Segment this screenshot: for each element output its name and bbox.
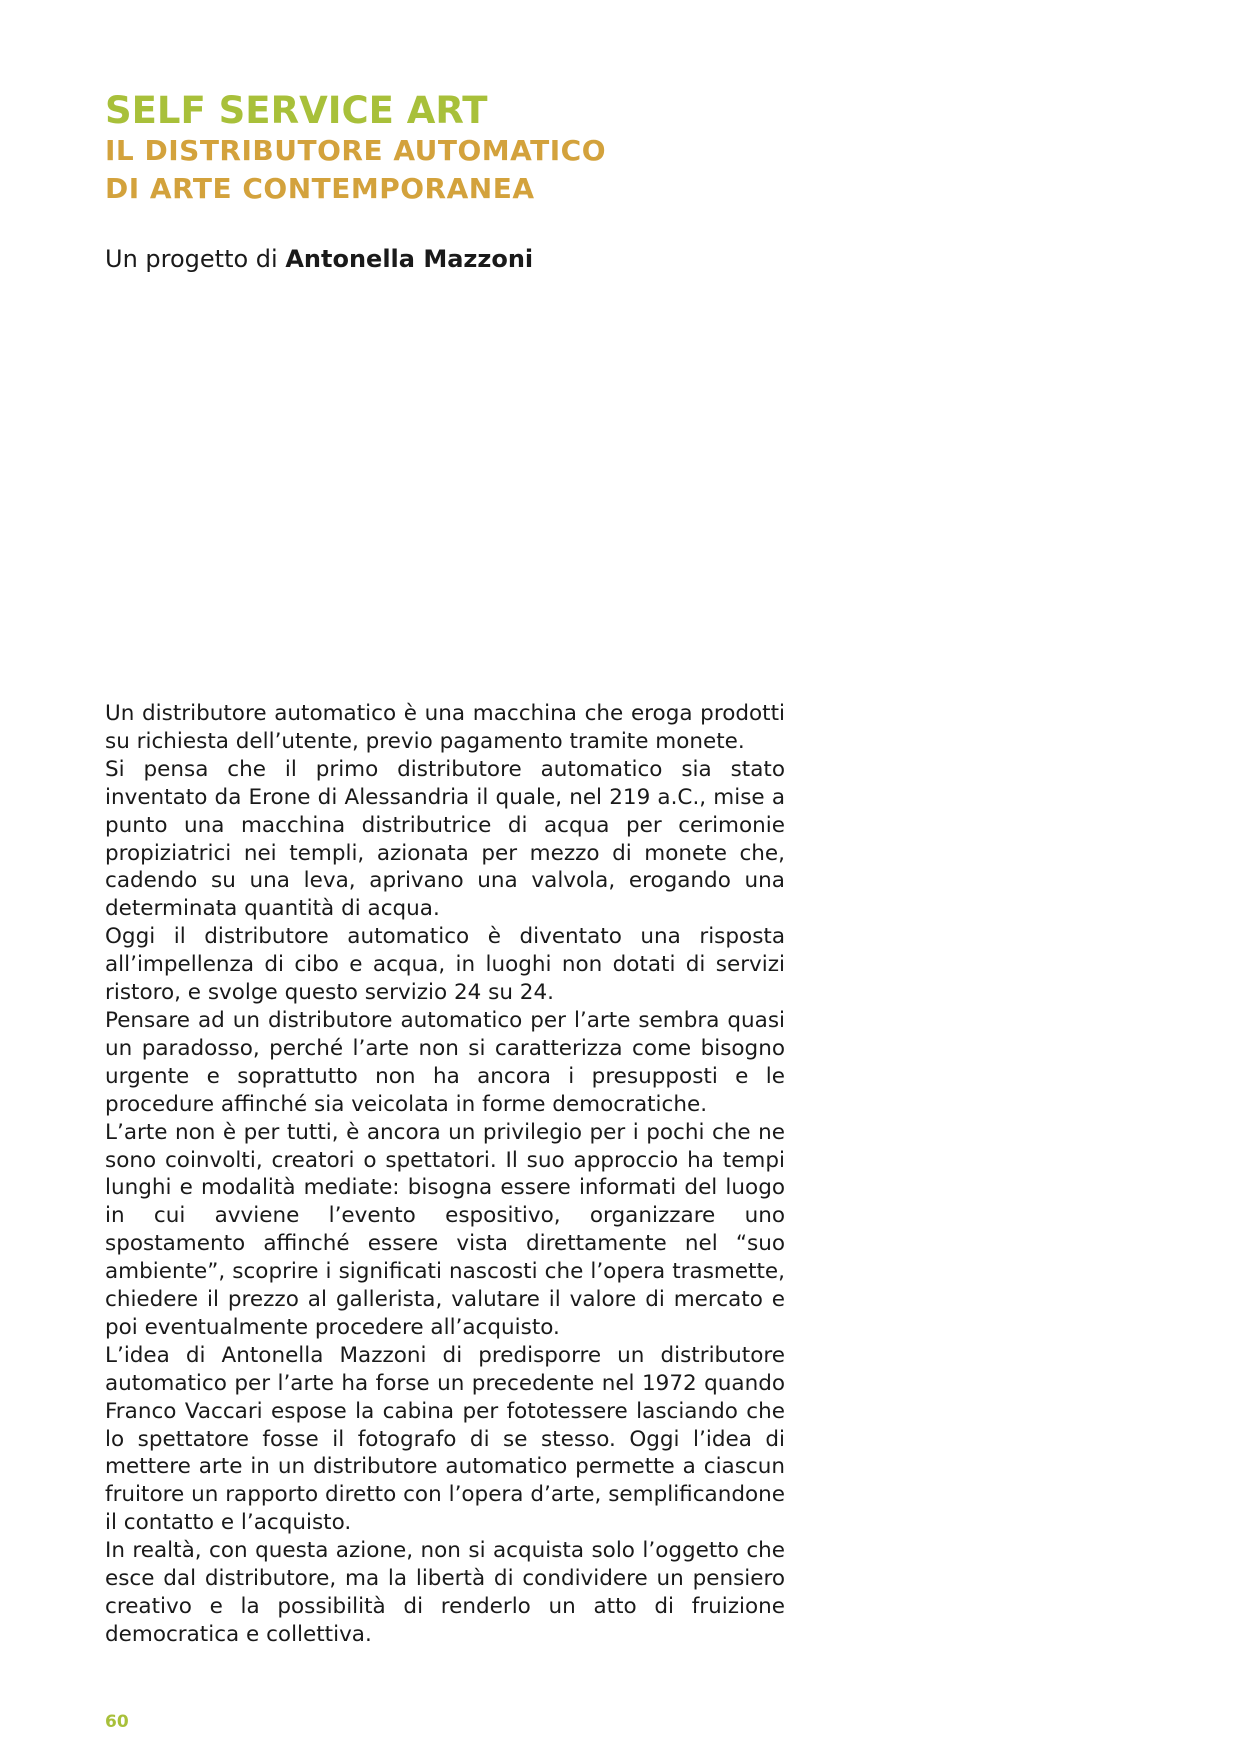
page-subtitle bbox=[105, 132, 606, 208]
paragraph-4: Pensare ad un distributore automatico per l’arte sembra quasi un paradosso, perché l’arte non si caratterizza come bisogno urgente e soprattutto non ha ancora i presupposti e le procedure affinché sia veicolata in forme democratiche. bbox=[105, 1007, 785, 1117]
subtitle-line-1: IL DISTRIBUTORE AUTOMATICO bbox=[105, 134, 607, 167]
paragraph-5: L’arte non è per tutti, è ancora un privilegio per i pochi che ne sono coinvolti, creatori o spettatori. Il suo approccio ha tempi lunghi e modalità mediate: bisogna essere informati del luogo in cui avviene l’evento espositivo, organizzare uno spostamento affinché essere vista direttamente nel “suo ambiente”, scoprire i significati nascosti che l’opera trasmette, chiedere il prezzo al gallerista, valutare il valore di mercato e poi eventualmente procedere all’acquisto. bbox=[105, 1119, 785, 1340]
body-text bbox=[105, 700, 785, 1649]
byline-author: Antonella Mazzoni bbox=[285, 245, 534, 273]
paragraph-2: Si pensa che il primo distributore automatico sia stato inventato da Erone di Alessandria il quale, nel 219 a.C., mise a punto una macchina distributrice di acqua per cerimonie propiziatrici nei templi, azionata per mezzo di monete che, cadendo su una leva, aprivano una valvola, erogando una determinata quantità di acqua. bbox=[105, 756, 785, 922]
paragraph-1: Un distributore automatico è una macchina che eroga prodotti su richiesta dell’utente, previo pagamento tramite monete. bbox=[105, 701, 785, 754]
paragraph-6: L’idea di Antonella Mazzoni di predisporre un distributore automatico per l’arte ha forse un precedente nel 1972 quando Franco Vaccari espose la cabina per fototessere lasciando che lo spettatore fosse il fotografo di se stesso. Oggi l’idea di mettere arte in un distributore automatico permette a ciascun fruitore un rapporto diretto con l’opera d’arte, semplificandone il contatto e l’acquisto. bbox=[105, 1342, 785, 1536]
paragraph-7: In realtà, con questa azione, non si acquista solo l’oggetto che esce dal distributore, ma la libertà di condividere un pensiero creativo e la possibilità di renderlo un atto di fruizione democratica e collettiva. bbox=[105, 1538, 785, 1647]
byline-prefix: Un progetto di bbox=[105, 245, 286, 273]
page-number: 60 bbox=[105, 1712, 129, 1732]
subtitle-line-2: DI ARTE CONTEMPORANEA bbox=[105, 172, 535, 205]
byline bbox=[105, 242, 533, 276]
paragraph-3: Oggi il distributore automatico è diventato una risposta all’impellenza di cibo e acqua, in luoghi non dotati di servizi ristoro, e svolge questo servizio 24 su 24. bbox=[105, 924, 785, 1006]
page-title: SELF SERVICE ART bbox=[105, 89, 488, 132]
